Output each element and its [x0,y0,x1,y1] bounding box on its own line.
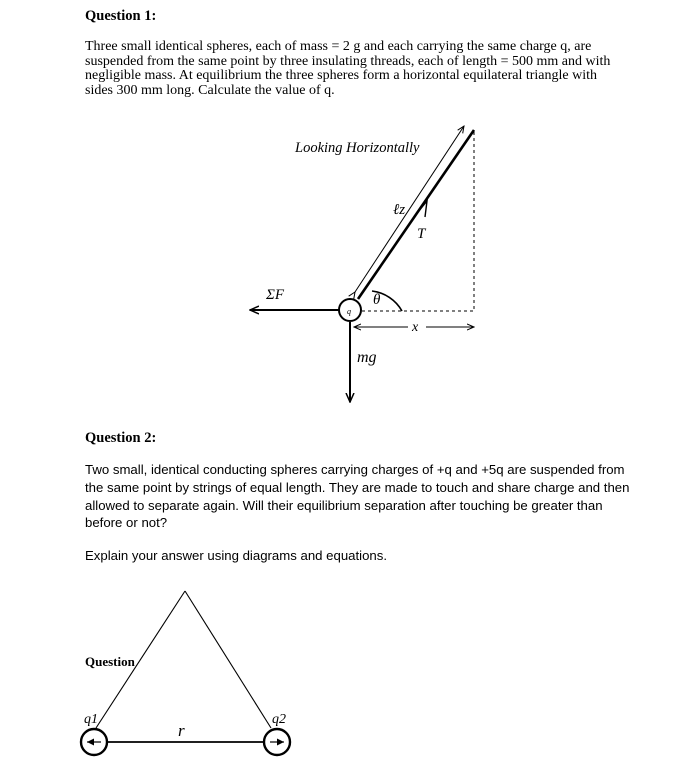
question-2-line-1: Two small, identical conducting spheres carrying charges of +q and +5q are suspended from [85,462,625,477]
r-label: r [178,721,185,740]
question-2-line-4: before or not? [85,515,168,531]
force-label: ΣF [266,287,285,303]
question-1-line-4: sides 300 mm long. Calculate the value of q. [85,82,335,98]
weight-label: mg [357,349,377,366]
question-2-body [85,461,645,532]
q2-label-text: q2 [272,712,286,727]
length-label: ℓz [393,202,406,218]
question-1-heading: Question 1: [85,8,157,24]
q2-label [272,712,286,727]
question-2-heading: Question 2: [85,430,157,446]
question-2-instruction: Explain your answer using diagrams and equations. [85,548,388,563]
question-2-line-2: the same point by strings of equal length. They are made to touch and share charge and then [85,479,630,495]
question-1-line-3: negligible mass. At equilibrium the three spheres form a horizontal equilateral triangle with [85,68,598,83]
question-1-line-1: Three small identical spheres, each of mass = 2 g and each carrying the same charge q, are [85,39,592,54]
charge-label: q [347,307,351,316]
q1-label [84,712,98,727]
question-1-line-2: suspended from the same point by three insulating threads, each of length = 500 mm and with [85,53,611,69]
tension-label: T [417,226,426,242]
triangle-diagram [0,582,691,782]
diagram-caption: Looking Horizontally [295,140,420,156]
angle-label: θ [373,292,381,308]
question-2-line-3: allowed to separate again. Will their equilibrium separation after touching be greater than [85,497,603,513]
q1-label-text: q1 [84,712,98,727]
x-label: x [412,320,419,335]
right-string [185,591,271,728]
overlap-question-text: Question [85,654,135,669]
